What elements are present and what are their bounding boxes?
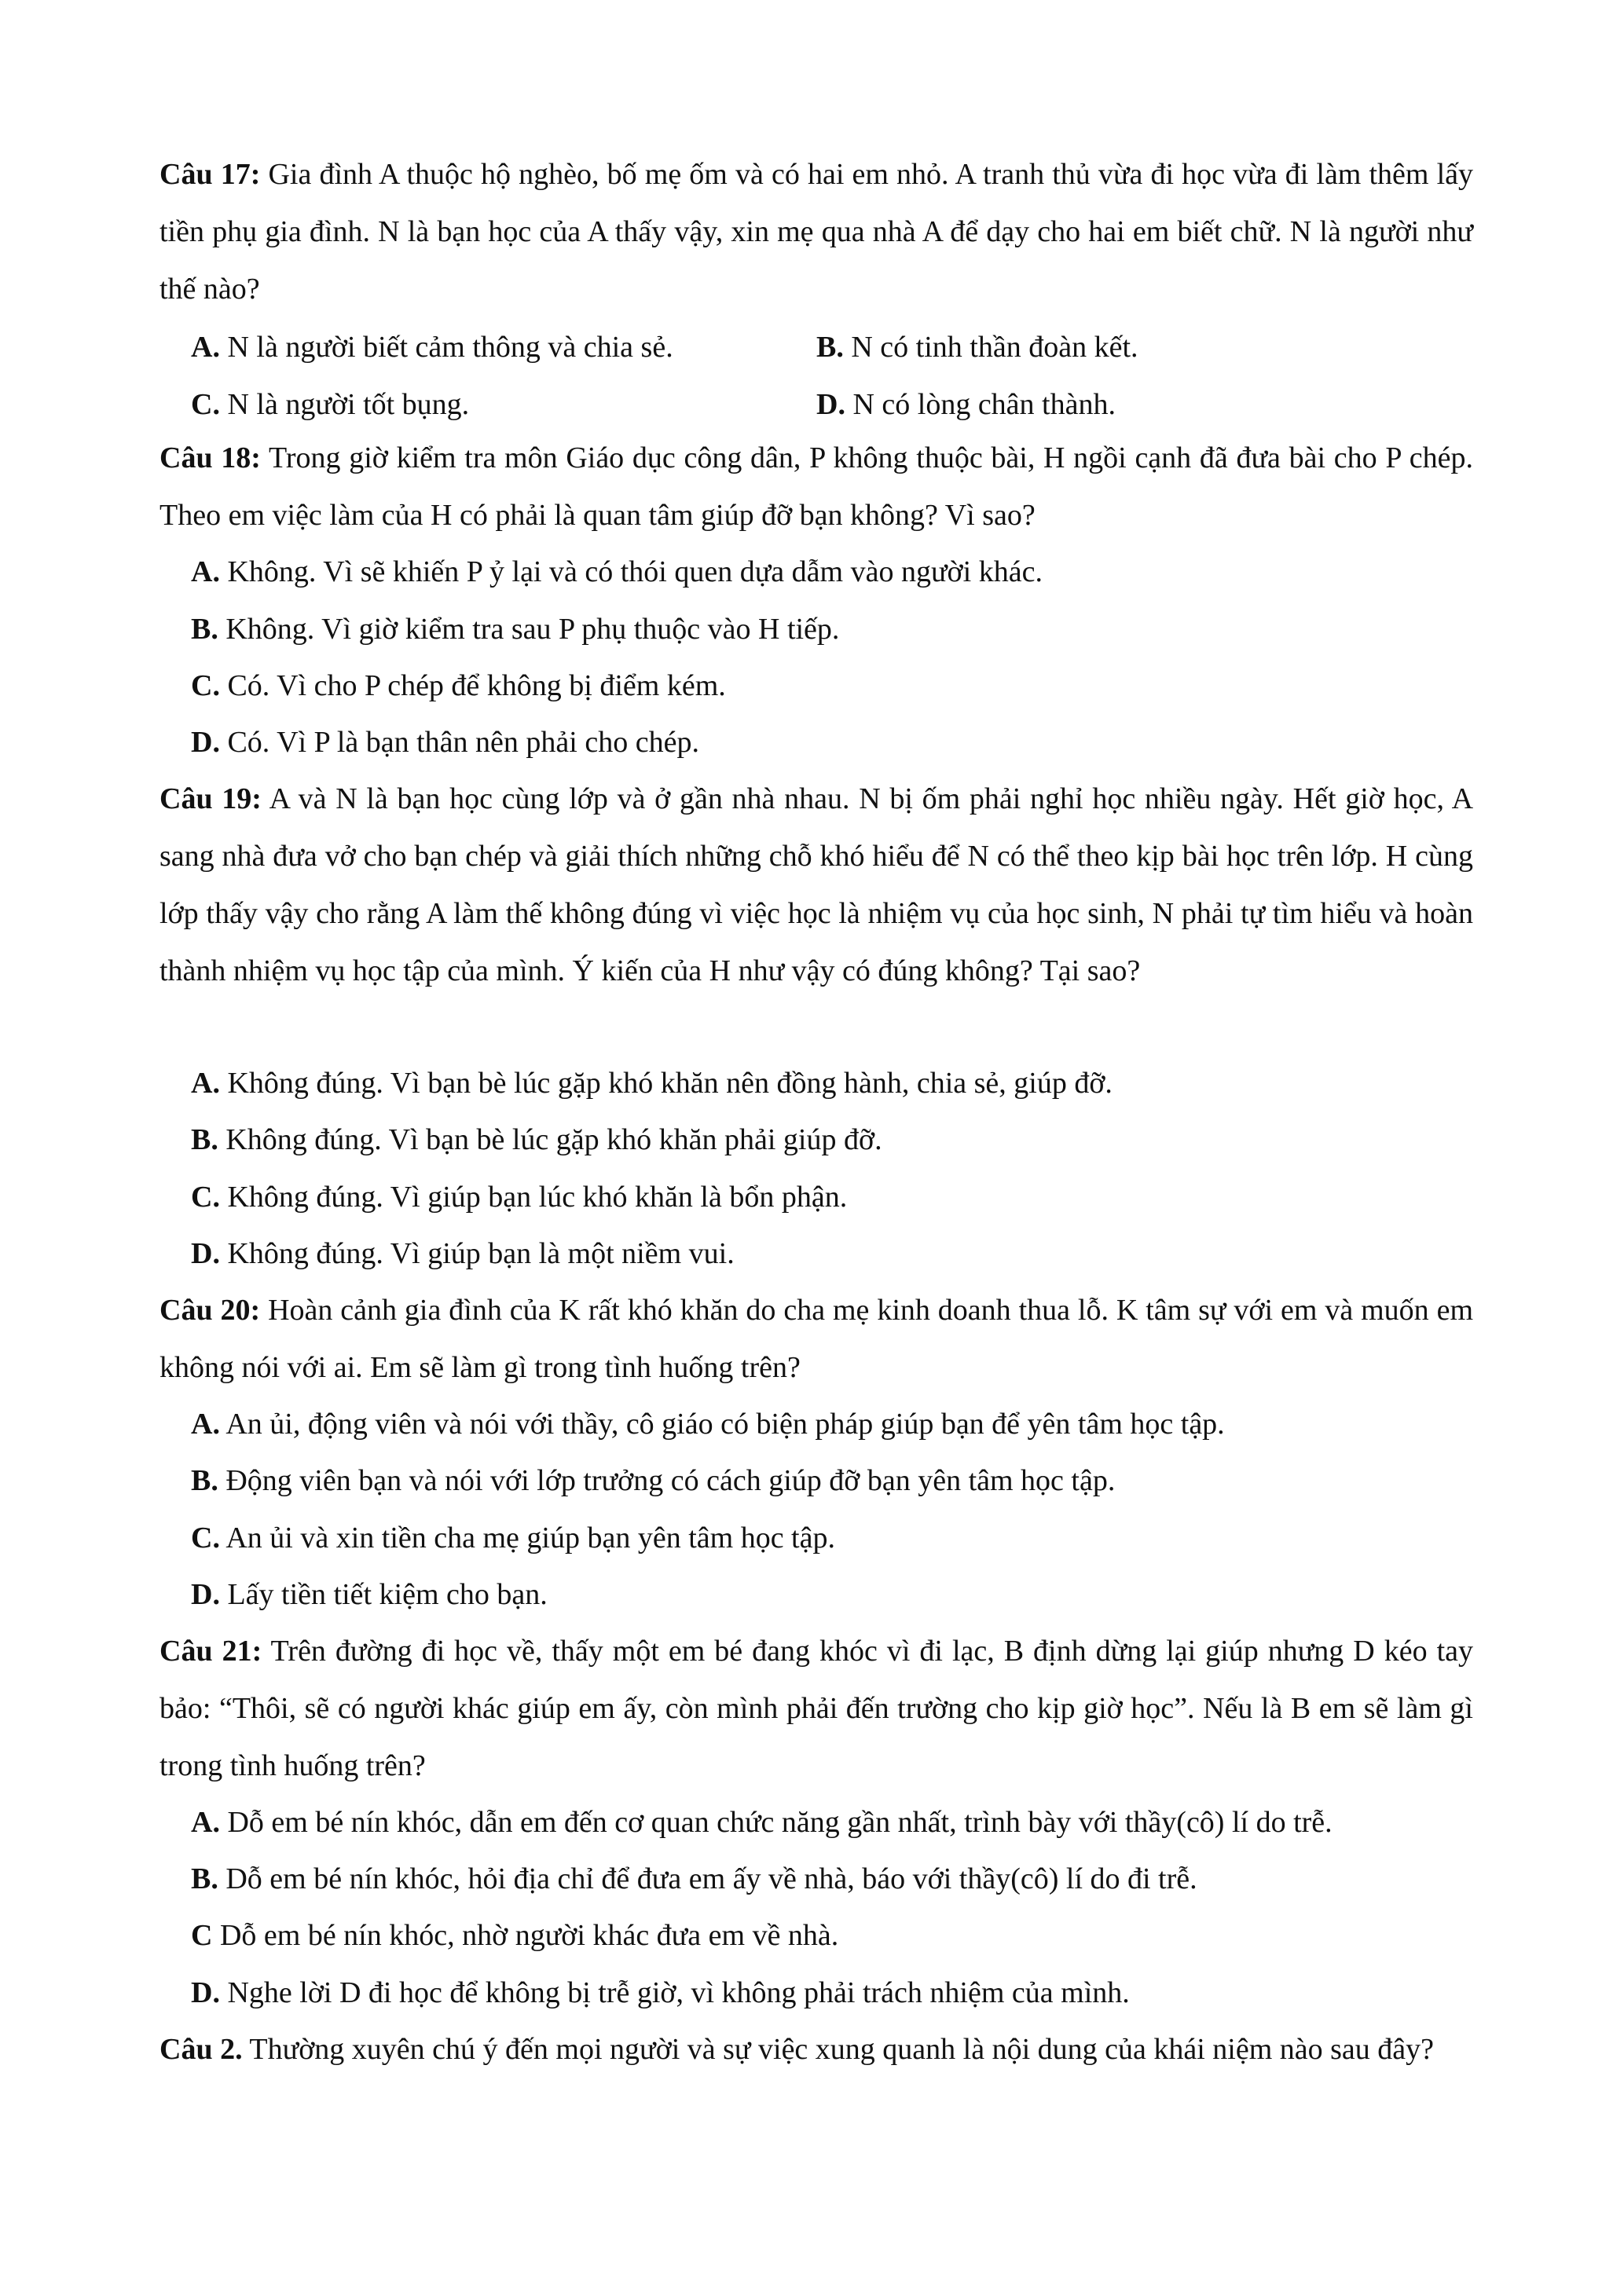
question-21-option-c [191, 1907, 838, 1965]
question-text: Thường xuyên chú ý đến mọi người và sự việc xung quanh là nội dung của khái niệm nào sau đây? [242, 2033, 1435, 2066]
question-21-option-b [191, 1851, 1197, 1908]
question-20-option-d [191, 1566, 548, 1624]
option-text: An ủi, động viên và nói với thầy, cô giáo có biện pháp giúp bạn để yên tâm học tập. [219, 1408, 1225, 1441]
question-17-option-a [191, 319, 673, 376]
question-17 [159, 146, 1473, 318]
option-letter: A. [191, 1408, 220, 1441]
question-number: Câu 2. [159, 2033, 243, 2066]
option-text: Có. Vì P là bạn thân nên phải cho chép. [219, 726, 699, 759]
question-19-option-c [191, 1169, 847, 1226]
option-text: An ủi và xin tiền cha mẹ giúp bạn yên tâm học tập. [219, 1522, 835, 1554]
question-18 [159, 430, 1473, 544]
option-letter: D. [191, 726, 220, 759]
option-letter: D. [816, 388, 845, 421]
option-letter: C [191, 1919, 213, 1952]
question-text: Gia đình A thuộc hộ nghèo, bố mẹ ốm và có hai em nhỏ. A tranh thủ vừa đi học vừa đi làm thêm lấy tiền phụ gia đình. N là bạn học của A thấy vậy, xin mẹ qua nhà A để dạy cho hai em biết chữ. N là người như thế nào? [159, 158, 1474, 306]
question-text: A và N là bạn học cùng lớp và ở gần nhà nhau. N bị ốm phải nghỉ học nhiều ngày. Hết giờ học, A sang nhà đưa vở cho bạn chép và giải thích những chỗ khó hiểu để N có thể theo kịp bài học trên lớp. H cùng lớp thấy vậy cho rằng A làm thế không đúng vì việc học là nhiệm vụ của học sinh, N phải tự tìm hiểu và hoàn thành nhiệm vụ học tập của mình. Ý kiến của H như vậy có đúng không? Tại sao? [159, 782, 1474, 987]
question-21-option-d [191, 1965, 1130, 2022]
option-text: Không đúng. Vì bạn bè lúc gặp khó khăn phải giúp đỡ. [218, 1123, 882, 1156]
option-text: Có. Vì cho P chép để không bị điểm kém. [219, 669, 726, 702]
option-text: N là người biết cảm thông và chia sẻ. [219, 331, 673, 364]
option-letter: B. [816, 331, 844, 364]
option-text: N có lòng chân thành. [845, 388, 1116, 421]
question-20 [159, 1282, 1473, 1397]
option-text: Dỗ em bé nín khóc, nhờ người khác đưa em về nhà. [212, 1919, 839, 1952]
option-letter: A. [191, 331, 220, 364]
option-text: Nghe lời D đi học để không bị trễ giờ, vì không phải trách nhiệm của mình. [219, 1976, 1130, 2009]
option-letter: D. [191, 1578, 220, 1611]
option-text: Không. Vì sẽ khiến P ỷ lại và có thói quen dựa dẫm vào người khác. [219, 555, 1043, 588]
question-19 [159, 771, 1473, 1000]
question-20-option-b [191, 1452, 1115, 1510]
option-text: Không đúng. Vì giúp bạn lúc khó khăn là bổn phận. [219, 1181, 848, 1214]
option-letter: B. [191, 1464, 218, 1497]
option-letter: C. [191, 388, 220, 421]
option-letter: C. [191, 669, 220, 702]
option-letter: B. [191, 613, 218, 646]
question-number: Câu 19: [159, 782, 262, 815]
question-number: Câu 21: [159, 1635, 262, 1668]
question-19-option-d [191, 1225, 735, 1283]
question-18-option-c [191, 657, 726, 715]
question-19-option-a [191, 1055, 1113, 1112]
question-18-option-d [191, 714, 699, 771]
option-letter: C. [191, 1181, 220, 1214]
question-17-option-d [816, 376, 1116, 434]
question-text: Trong giờ kiểm tra môn Giáo dục công dân, P không thuộc bài, H ngồi cạnh đã đưa bài cho P chép. Theo em việc làm của H có phải là quan tâm giúp đỡ bạn không? Vì sao? [159, 441, 1473, 532]
question-number: Câu 18: [159, 441, 261, 474]
option-letter: B. [191, 1862, 218, 1895]
option-text: N có tinh thần đoàn kết. [843, 331, 1138, 364]
option-text: Không đúng. Vì giúp bạn là một niềm vui. [219, 1237, 735, 1270]
question-18-option-a [191, 544, 1043, 601]
question-19-option-b [191, 1111, 882, 1169]
question-20-option-a [191, 1396, 1225, 1453]
option-text: Động viên bạn và nói với lớp trưởng có cách giúp đỡ bạn yên tâm học tập. [218, 1464, 1116, 1497]
question-20-option-c [191, 1510, 835, 1567]
option-letter: D. [191, 1237, 220, 1270]
option-letter: A. [191, 1067, 220, 1100]
question-17-option-c [191, 376, 469, 434]
question-17-option-b [816, 319, 1138, 376]
question-21 [159, 1623, 1473, 1795]
option-text: Dỗ em bé nín khóc, hỏi địa chỉ để đưa em ấy về nhà, báo với thầy(cô) lí do đi trễ. [218, 1862, 1197, 1895]
option-letter: B. [191, 1123, 218, 1156]
option-text: Không đúng. Vì bạn bè lúc gặp khó khăn nên đồng hành, chia sẻ, giúp đỡ. [219, 1067, 1113, 1100]
option-text: N là người tốt bụng. [219, 388, 470, 421]
question-number: Câu 17: [159, 158, 261, 191]
option-text: Không. Vì giờ kiểm tra sau P phụ thuộc vào H tiếp. [218, 613, 840, 646]
question-text: Trên đường đi học về, thấy một em bé đang khóc vì đi lạc, B định dừng lại giúp nhưng D kéo tay bảo: “Thôi, sẽ có người khác giúp em ấy, còn mình phải đến trường cho kịp giờ học”. Nếu là B em sẽ làm gì trong tình huống trên? [159, 1635, 1474, 1782]
option-letter: A. [191, 555, 220, 588]
option-letter: C. [191, 1522, 220, 1554]
option-text: Lấy tiền tiết kiệm cho bạn. [219, 1578, 548, 1611]
question-2 [159, 2021, 1473, 2078]
question-18-option-b [191, 601, 839, 658]
question-number: Câu 20: [159, 1294, 261, 1327]
question-text: Hoàn cảnh gia đình của K rất khó khăn do cha mẹ kinh doanh thua lỗ. K tâm sự với em và muốn em không nói với ai. Em sẽ làm gì trong tình huống trên? [159, 1294, 1474, 1384]
option-letter: A. [191, 1806, 220, 1839]
question-21-option-a [191, 1794, 1333, 1851]
option-letter: D. [191, 1976, 220, 2009]
option-text: Dỗ em bé nín khóc, dẫn em đến cơ quan chức năng gần nhất, trình bày với thầy(cô) lí do trễ. [219, 1806, 1333, 1839]
